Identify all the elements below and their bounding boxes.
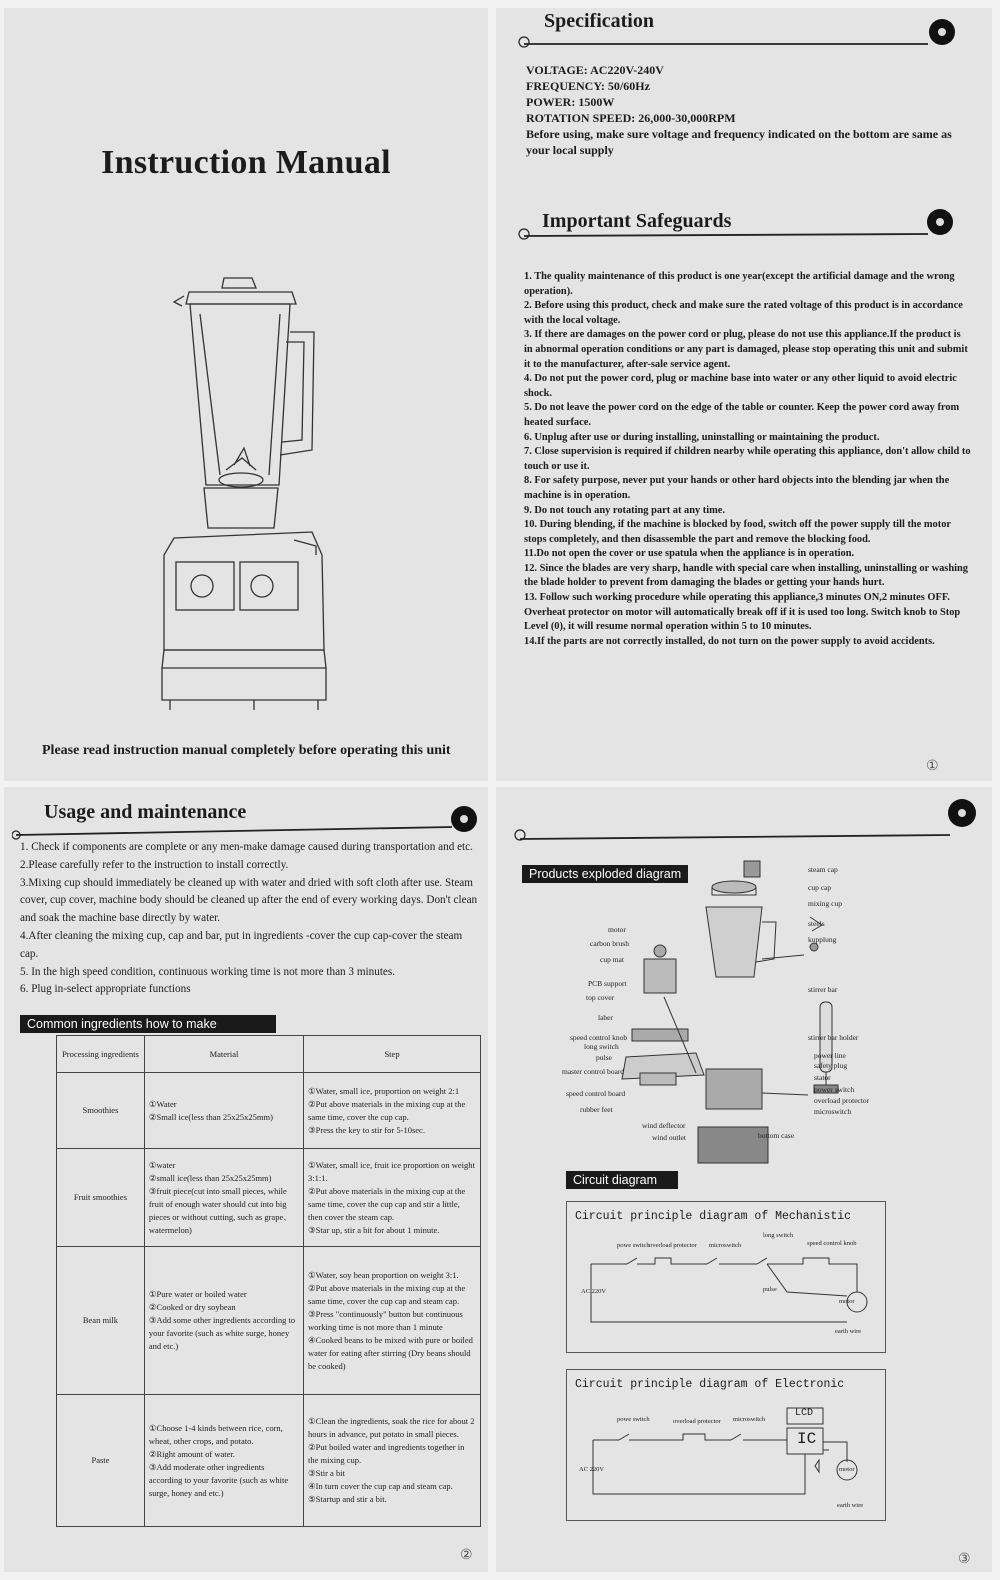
ingredients-table (56, 1035, 481, 1527)
safeguards-heading: Important Safeguards (542, 210, 732, 232)
label-stirrer-bar-holder: stirrer bar holder (808, 1033, 859, 1042)
usage-heading: Usage and maintenance (44, 801, 247, 823)
spec-note: Before using, make sure voltage and frequency indicated on the bottom are same as your local supply (526, 127, 952, 157)
safeguards-list (524, 270, 971, 649)
label-power-switch: power switch (814, 1085, 855, 1094)
label-steam-cap: steam cap (808, 865, 838, 874)
safeguard-item: 8. For safety purpose, never put your hands or other hard objects into the blending jar when the machine is in operation. (524, 475, 950, 501)
cover-note: Please read instruction manual completely before operating this unit (42, 743, 451, 758)
elec-label: overload protector (673, 1418, 721, 1425)
safeguard-item: 6. Unplug after use or during installing, uninstalling or maintaining the product. (524, 431, 880, 443)
elec-label: AC 220V (579, 1466, 605, 1473)
ingredient-material: ①Choose 1-4 kinds between rice, corn, wheat, other crops, and potato. ②Right amount of water. ③Add moderate other ingredients according to your favorite (such as white surge, honey and etc.) (144, 1395, 303, 1527)
elec-ic: IC (797, 1430, 817, 1448)
mech-label: pulse (763, 1286, 777, 1293)
mech-label: overload protector (649, 1242, 697, 1249)
safeguard-item: 12. Since the blades are very sharp, handle with special care when installing, uninstalling or washing the blade holder to prevent from damaging the blades or getting your hands hurt. (524, 562, 968, 589)
label-overload-protector: overload protector (814, 1096, 870, 1105)
label-mixing-cup: mixing cup (808, 899, 842, 908)
ingredient-name: Paste (57, 1395, 145, 1527)
label-cup-mat: cup mat (600, 955, 624, 964)
ingredient-step: ①Water, soy bean proportion on weight 3:1. ②Put above materials in the mixing cup at the same time, cover the cup cap and steam cap. ③Press "continuously" button but continuous working time is not more than 1 minute ④Cooked beans to be mixed with pure or boiled water for eating after stirring (Dry beans should be cooked) (304, 1247, 481, 1395)
label-steels: steels (808, 919, 825, 928)
spec-page (496, 8, 992, 781)
blender-illustration (144, 270, 344, 715)
mech-title: Circuit principle diagram of Mechanistic (575, 1210, 852, 1223)
diagram-heading-rule (512, 795, 982, 845)
safeguard-item: 9. Do not touch any rotating part at any time. (524, 504, 725, 516)
page-number: ③ (958, 1552, 971, 1567)
mech-label: powe switch (617, 1242, 650, 1249)
label-speed-control-board: speed control board (566, 1089, 626, 1098)
ingredient-step: ①Water, small ice, fruit ice proportion on weight 3:1:1. ②Put above materials in the mixing cup at the same time, cover the cup cap and stir a little, then cover the steam cap. ③Star up, stir a bit for about 1 minute. (304, 1149, 481, 1247)
mechanistic-circuit (566, 1201, 886, 1353)
safeguard-item: 13. Follow such working procedure while operating this appliance,3 minutes ON,2 minutes OFF. Overheat protector on motor will automatically break off if it is used too long. Switch knob to Stop Level (0), it will resume normal operation within 5 to 10 minutes. (524, 592, 961, 633)
exploded-diagram-drawing (536, 847, 956, 1167)
label-master-control-board: master control board (562, 1067, 625, 1076)
label-motor: motor (608, 925, 626, 934)
ingredient-material: ①Pure water or boiled water ②Cooked or dry soybean ③Add some other ingredients according to your favorite (such as white surge, honey and etc.) (144, 1247, 303, 1395)
safeguard-item: 2. Before using this product, check and make sure the rated voltage of this product is in accordance with the local voltage. (524, 300, 963, 326)
elec-label: motor (839, 1466, 855, 1473)
table-header: Processing ingredients (57, 1036, 145, 1073)
label-pulse: pulse (596, 1053, 612, 1062)
elec-label: earth wire (837, 1502, 864, 1509)
usage-item: 2.Please carefully refer to the instruction to install correctly. (20, 858, 289, 871)
label-stator: stator (814, 1073, 831, 1082)
table-row (57, 1149, 481, 1247)
elec-label: powe switch (617, 1416, 650, 1423)
spec-heading: Specification (544, 10, 654, 32)
exploded-title: Products exploded diagram (522, 865, 688, 883)
spec-block (526, 62, 966, 158)
label-power-line: power line (814, 1051, 846, 1060)
label-cup-cap: cup cap (808, 883, 832, 892)
label-speed-control-knob: speed control knob (570, 1033, 628, 1042)
mech-label: long switch (763, 1232, 794, 1239)
spec-power: POWER: 1500W (526, 95, 615, 109)
table-row (57, 1395, 481, 1527)
ingredient-name: Fruit smoothies (57, 1149, 145, 1247)
usage-item: 1. Check if components are complete or any men-make damage caused during transportation and etc. (20, 841, 473, 853)
safeguard-item: 14.If the parts are not correctly installed, do not turn on the power supply to avoid accidents. (524, 635, 935, 647)
diagram-page (496, 787, 992, 1572)
page-number: ① (926, 759, 939, 774)
mech-label: microswitch (709, 1242, 742, 1249)
safeguard-item: 4. Do not put the power cord, plug or machine base into water or any other liquid to avoid electric shock. (524, 373, 957, 399)
ingredient-step: ①Clean the ingredients, soak the rice for about 2 hours in advance, put potato in small pieces. ②Put boiled water and ingredients together in the mixing cup. ③Stir a bit ④In turn cover the cup cap and steam cap. ⑤Startup and stir a bit. (304, 1395, 481, 1527)
ingredient-material: ①Water ②Small ice(less than 25x25x25mm) (144, 1073, 303, 1149)
label-safety-plug: safety plug (814, 1061, 848, 1070)
elec-lcd: LCD (795, 1408, 814, 1419)
table-header: Step (304, 1036, 481, 1073)
elec-label: microswitch (733, 1416, 766, 1423)
page-number: ② (460, 1548, 473, 1563)
spec-rotation-speed: ROTATION SPEED: 26,000-30,000RPM (526, 111, 736, 125)
label-wind-outlet: wind outlet (652, 1133, 686, 1142)
usage-item: 6. Plug in-select appropriate functions (20, 983, 191, 996)
label-kupplung: kupplung (808, 935, 837, 944)
safeguard-item: 11.Do not open the cover or use spatula when the appliance is in operation. (524, 548, 855, 560)
label-wind-deflector: wind deflector (642, 1121, 686, 1130)
table-row (57, 1247, 481, 1395)
electronic-circuit (566, 1369, 886, 1521)
safeguard-item: 10. During blending, if the machine is blocked by food, switch off the power supply till the motor stops completely, and then disassemble the part and remove the blocking food. (524, 519, 951, 545)
label-carbon-brush: carbon brush (590, 939, 629, 948)
ingredient-name: Bean milk (57, 1247, 145, 1395)
ingredient-material: ①water ②small ice(less than 25x25x25mm) ③fruit piece(cut into small pieces, while fruit of enough water should cut into big pieces or without cutting, such as grape、watermelon) (144, 1149, 303, 1247)
usage-list (20, 839, 478, 999)
mech-label: speed control knob (807, 1240, 857, 1247)
label-microswitch: microswitch (814, 1107, 852, 1116)
cover-page (4, 8, 488, 781)
label-bottom-case: bottom case (758, 1131, 795, 1140)
elec-wiring (567, 1370, 885, 1520)
usage-page (4, 787, 488, 1572)
usage-item: 3.Mixing cup should immediately be cleaned up with water and dried with soft cloth after use. Steam cover, cup cover, machine body should be cleaned up after the end of every working days. Don't clean and soak the machine base directly by water. (20, 876, 478, 925)
cover-title: Instruction Manual (101, 144, 391, 181)
label-pcb-support: PCB support (588, 979, 627, 988)
ingredient-step: ①Water, small ice, proportion on weight 2:1 ②Put above materials in the mixing cup at the same time, cover the cup cap. ③Press the key to stir for 5-10sec. (304, 1073, 481, 1149)
safeguard-item: 7. Close supervision is required if children nearby while operating this appliance, don't allow child to touch or use it. (524, 446, 971, 472)
safeguard-item: 1. The quality maintenance of this product is one year(except the artificial damage and the wrong operation). (524, 271, 955, 297)
ingredient-name: Smoothies (57, 1073, 145, 1149)
label-top-cover: top cover (586, 993, 615, 1002)
spec-frequency: FREQUENCY: 50/60Hz (526, 79, 650, 93)
mech-label: earth wire (835, 1328, 862, 1335)
safeguard-item: 5. Do not leave the power cord on the edge of the table or counter. Keep the power cord away from heated surface. (524, 402, 960, 428)
mech-label: motor (839, 1298, 855, 1305)
label-laber: laber (598, 1013, 613, 1022)
usage-item: 5. In the high speed condition, continuous working time is not more than 3 minutes. (20, 965, 396, 978)
usage-item: 4.After cleaning the mixing cup, cap and bar, put in ingredients -cover the cup cap-cover the steam cap. (20, 929, 463, 960)
table-title: Common ingredients how to make (20, 1015, 276, 1033)
safeguard-item: 3. If there are damages on the power cord or plug, please do not use this appliance.If the product is in abnormal operation conditions or any part is damaged, please stop operating this unit and submit it to the manufacturer, after-sale service agent. (524, 329, 968, 370)
label-rubber-feet: rubber feet (580, 1105, 613, 1114)
mech-label: AC 220V (581, 1288, 607, 1295)
label-long-switch: long switch (584, 1042, 619, 1051)
table-row (57, 1073, 481, 1149)
label-stirrer-bar: stirrer bar (808, 985, 838, 994)
table-header: Material (144, 1036, 303, 1073)
circuit-title: Circuit diagram (566, 1171, 678, 1189)
spec-voltage: VOLTAGE: AC220V-240V (526, 63, 664, 77)
elec-title: Circuit principle diagram of Electronic (575, 1378, 845, 1391)
